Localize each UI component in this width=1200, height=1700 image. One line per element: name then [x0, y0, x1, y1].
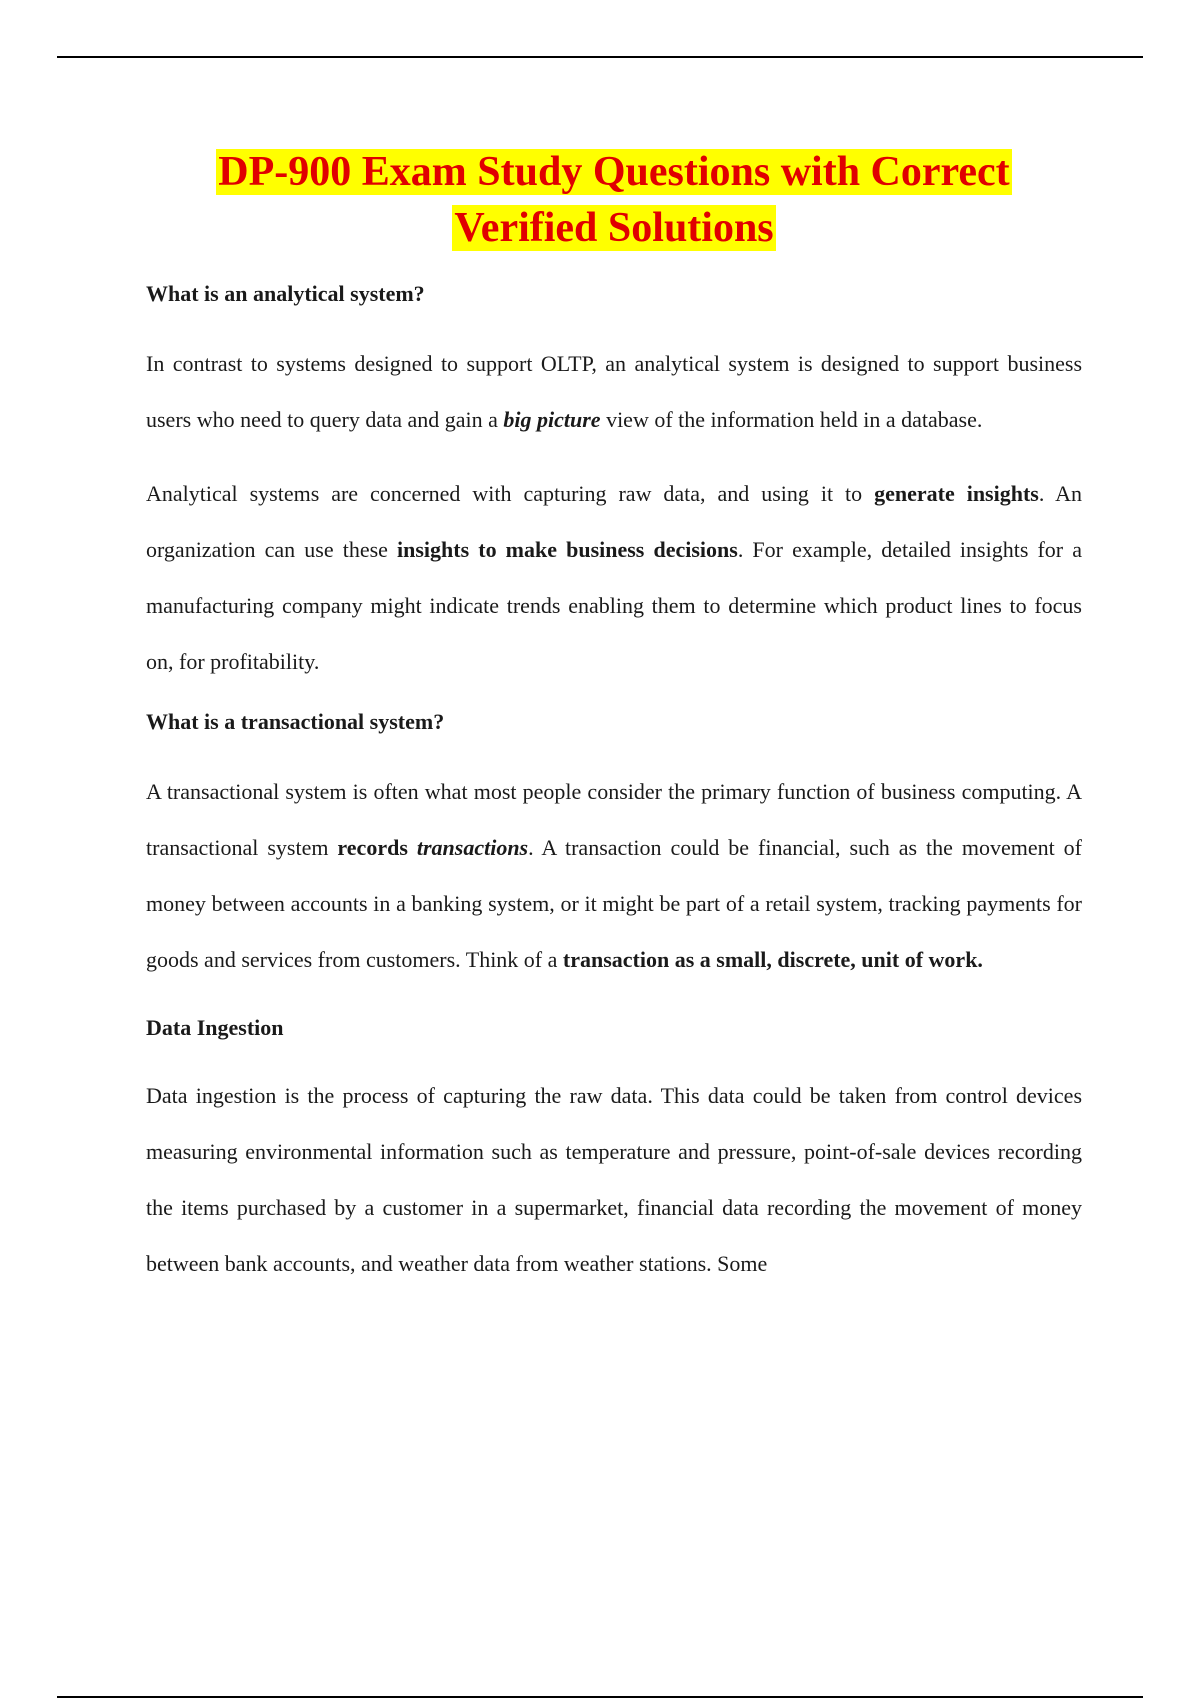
analytical-paragraph-1 [146, 336, 1082, 448]
text-run: A transactional system is often what most people consider the primary function of business computing. A transactional system [146, 779, 1082, 860]
text-run [408, 835, 417, 860]
emphasis-records: records [337, 835, 408, 860]
data-ingestion-heading: Data Ingestion [146, 1015, 284, 1040]
analytical-paragraph-2 [146, 466, 1082, 690]
emphasis-big-picture: big picture [503, 407, 601, 432]
emphasis-unit-of-work: transaction as a small, discrete, unit of work. [562, 947, 983, 972]
emphasis-generate-insights: generate insights [874, 481, 1039, 506]
title-line-1: DP-900 Exam Study Questions with Correct [218, 149, 1010, 195]
emphasis-transactions: transactions [416, 835, 529, 860]
emphasis-business-decisions: insights to make business decisions [397, 537, 738, 562]
text-run: In contrast to systems designed to support OLTP, an analytical system is designed to support business users who need to query data and gain a [146, 351, 1082, 432]
question-analytical-heading: What is an analytical system? [146, 281, 425, 306]
title-line-2: Verified Solutions [454, 205, 774, 251]
data-ingestion-paragraph: Data ingestion is the process of capturing the raw data. This data could be taken from control devices measuring environmental information such as temperature and pressure, point-of-sale devices recording the items purchased by a customer in a supermarket, financial data recording the movement of money between bank accounts, and weather data from weather stations. Some [146, 1083, 1082, 1276]
page-title [146, 144, 1082, 256]
text-run: . An organization can use these [146, 481, 1082, 562]
top-rule [57, 56, 1143, 58]
document-body [146, 144, 1082, 1292]
text-run: . For example, detailed insights for a manufacturing company might indicate trends enabling them to determine which product lines to focus on, for profitability. [146, 537, 1082, 674]
text-run: Analytical systems are concerned with capturing raw data, and using it to [146, 481, 875, 506]
text-run: . A transaction could be financial, such as the movement of money between accounts in a banking system, or it might be part of a retail system, tracking payments for goods and services from customers. Think of a [146, 835, 1082, 972]
text-run: view of the information held in a database. [600, 407, 983, 432]
bottom-rule [57, 1696, 1143, 1698]
question-transactional-heading: What is a transactional system? [146, 709, 445, 734]
transactional-paragraph-1 [146, 764, 1082, 988]
